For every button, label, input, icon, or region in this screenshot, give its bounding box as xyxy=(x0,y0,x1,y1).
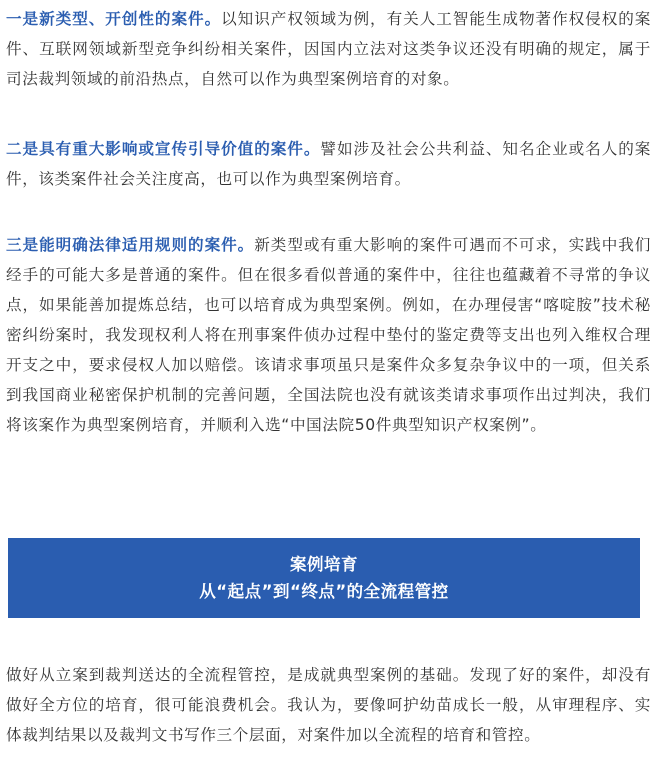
section-heading-line-1: 案例培育 xyxy=(290,555,358,574)
paragraph-lead-2: 二是具有重大影响或宣传引导价值的案件。 xyxy=(6,140,321,158)
paragraph-lead-1: 一是新类型、开创性的案件。 xyxy=(6,10,222,28)
section-heading-banner xyxy=(8,538,640,618)
paragraph-full-process-control xyxy=(6,660,651,750)
paragraph-text-1: 以知识产权领域为例，有关人工智能生成物著作权侵权的案件、互联网领域新型竞争纠纷相关案件，因国内立法对这类争议还没有明确的规定，属于司法裁判领域的前沿热点，自然可以作为典型案例培育的对象。 xyxy=(6,10,651,88)
paragraph-legal-rule-cases xyxy=(6,230,651,440)
paragraph-new-type-cases xyxy=(6,4,651,94)
paragraph-lead-3: 三是能明确法律适用规则的案件。 xyxy=(6,236,255,254)
section-heading-line-2: 从“起点”到“终点”的全流程管控 xyxy=(199,582,449,601)
paragraph-text-3: 新类型或有重大影响的案件可遇而不可求，实践中我们经手的可能大多是普通的案件。但在很多看似普通的案件中，往往也蕴藏着不寻常的争议点，如果能善加提炼总结，也可以培育成为典型案例。例如，在办理侵害“喀啶胺”技术秘密纠纷案时，我发现权利人将在刑事案件侦办过程中垫付的鉴定费等支出也列入维权合理开支之中，要求侵权人加以赔偿。该请求事项虽只是案件众多复杂争议中的一项，但关系到我国商业秘密保护机制的完善问题，全国法院也没有就该类请求事项作出过判决，我们将该案作为典型案例培育，并顺利入选“中国法院50件典型知识产权案例”。 xyxy=(6,236,651,434)
paragraph-major-impact-cases xyxy=(6,134,651,194)
paragraph-text-2: 譬如涉及社会公共利益、知名企业或名人的案件，该类案件社会关注度高，也可以作为典型案例培育。 xyxy=(6,140,651,188)
paragraph-text-4: 做好从立案到裁判送达的全流程管控，是成就典型案例的基础。发现了好的案件，却没有做好全方位的培育，很可能浪费机会。我认为，要像呵护幼苗成长一般，从审理程序、实体裁判结果以及裁判文书写作三个层面，对案件加以全流程的培育和管控。 xyxy=(6,666,651,744)
